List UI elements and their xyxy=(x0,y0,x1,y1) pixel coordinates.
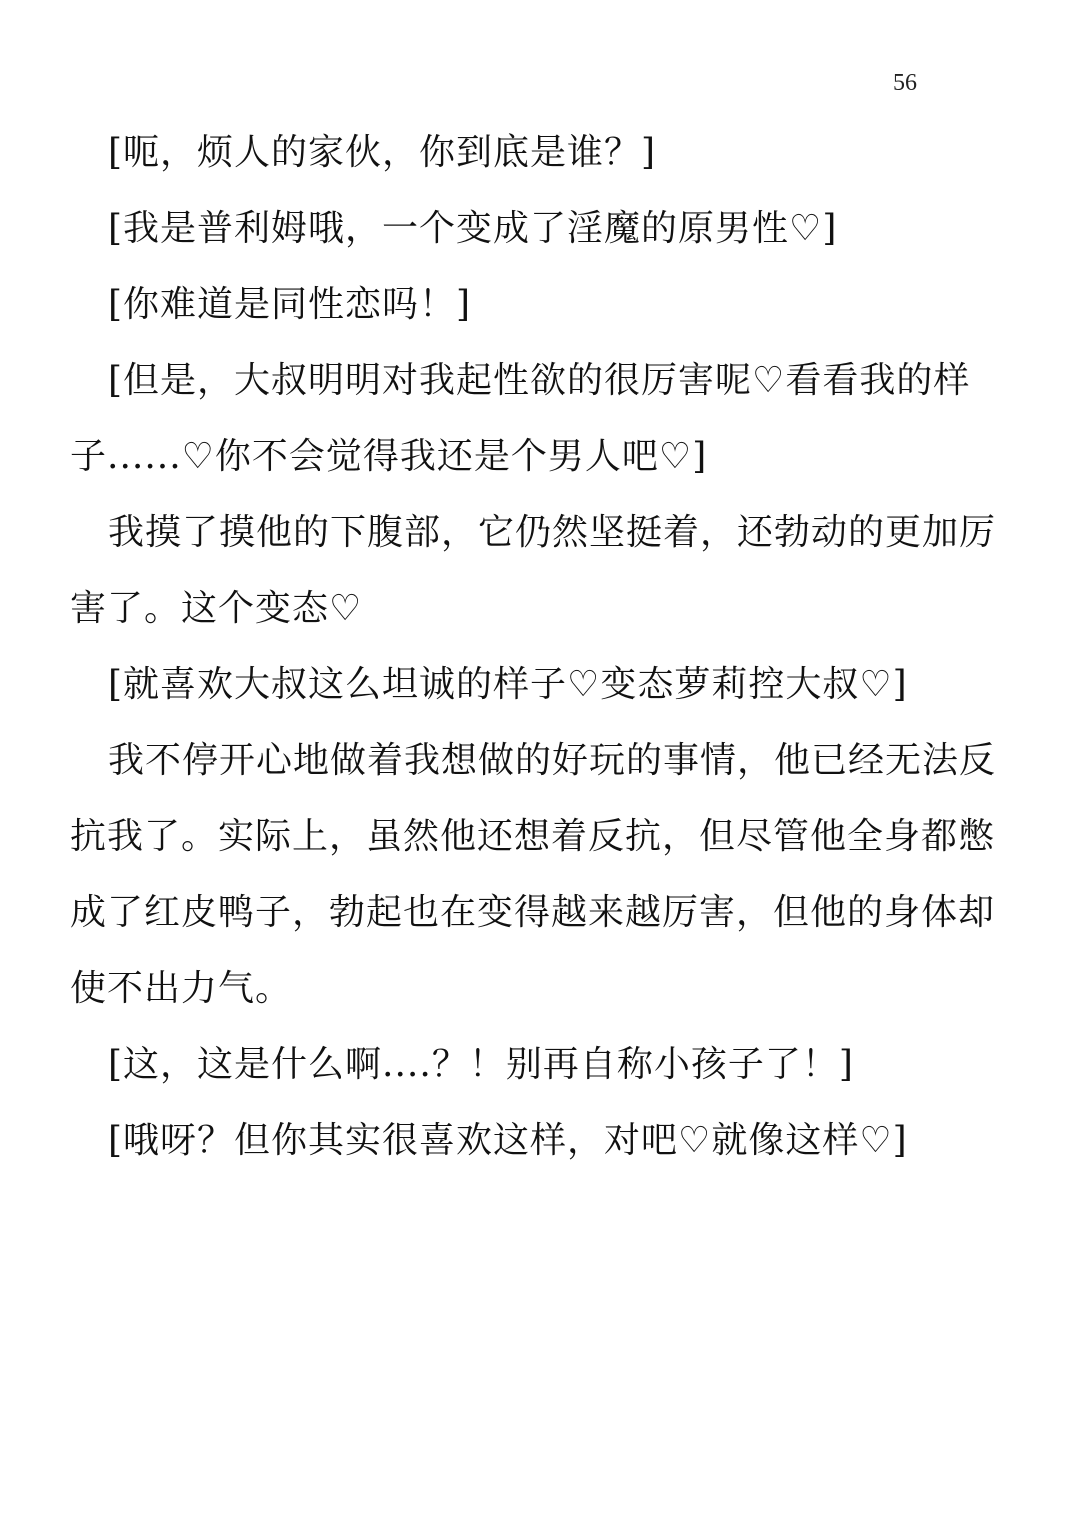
paragraph-2: [我是普利姆哦，一个变成了淫魔的原男性♡] xyxy=(108,208,838,249)
paragraph-7: 我不停开心地做着我想做的好玩的事情，他已经无法反抗我了。实际上，虽然他还想着反抗，但尽管他全身都憋成了红皮鸭子，勃起也在变得越来越厉害，但他的身体却使不出力气。 xyxy=(70,740,997,1009)
paragraph-9: [哦呀？但你其实很喜欢这样，对吧♡就像这样♡] xyxy=(108,1120,908,1161)
page-number: 56 xyxy=(893,70,917,96)
paragraph-3: [你难道是同性恋吗！] xyxy=(108,284,472,325)
paragraph-6: [就喜欢大叔这么坦诚的样子♡变态萝莉控大叔♡] xyxy=(108,664,908,705)
paragraph-8: [这，这是什么啊....？！别再自称小孩子了！] xyxy=(108,1044,854,1085)
paragraph-4: [但是，大叔明明对我起性欲的很厉害呢♡看看我的样子......♡你不会觉得我还是个男人吧♡] xyxy=(70,360,971,477)
paragraph-1: [呃，烦人的家伙，你到底是谁？] xyxy=(108,132,657,173)
paragraph-5: 我摸了摸他的下腹部，它仍然坚挺着，还勃动的更加厉害了。这个变态♡ xyxy=(70,512,997,629)
text-body xyxy=(70,115,1010,1179)
